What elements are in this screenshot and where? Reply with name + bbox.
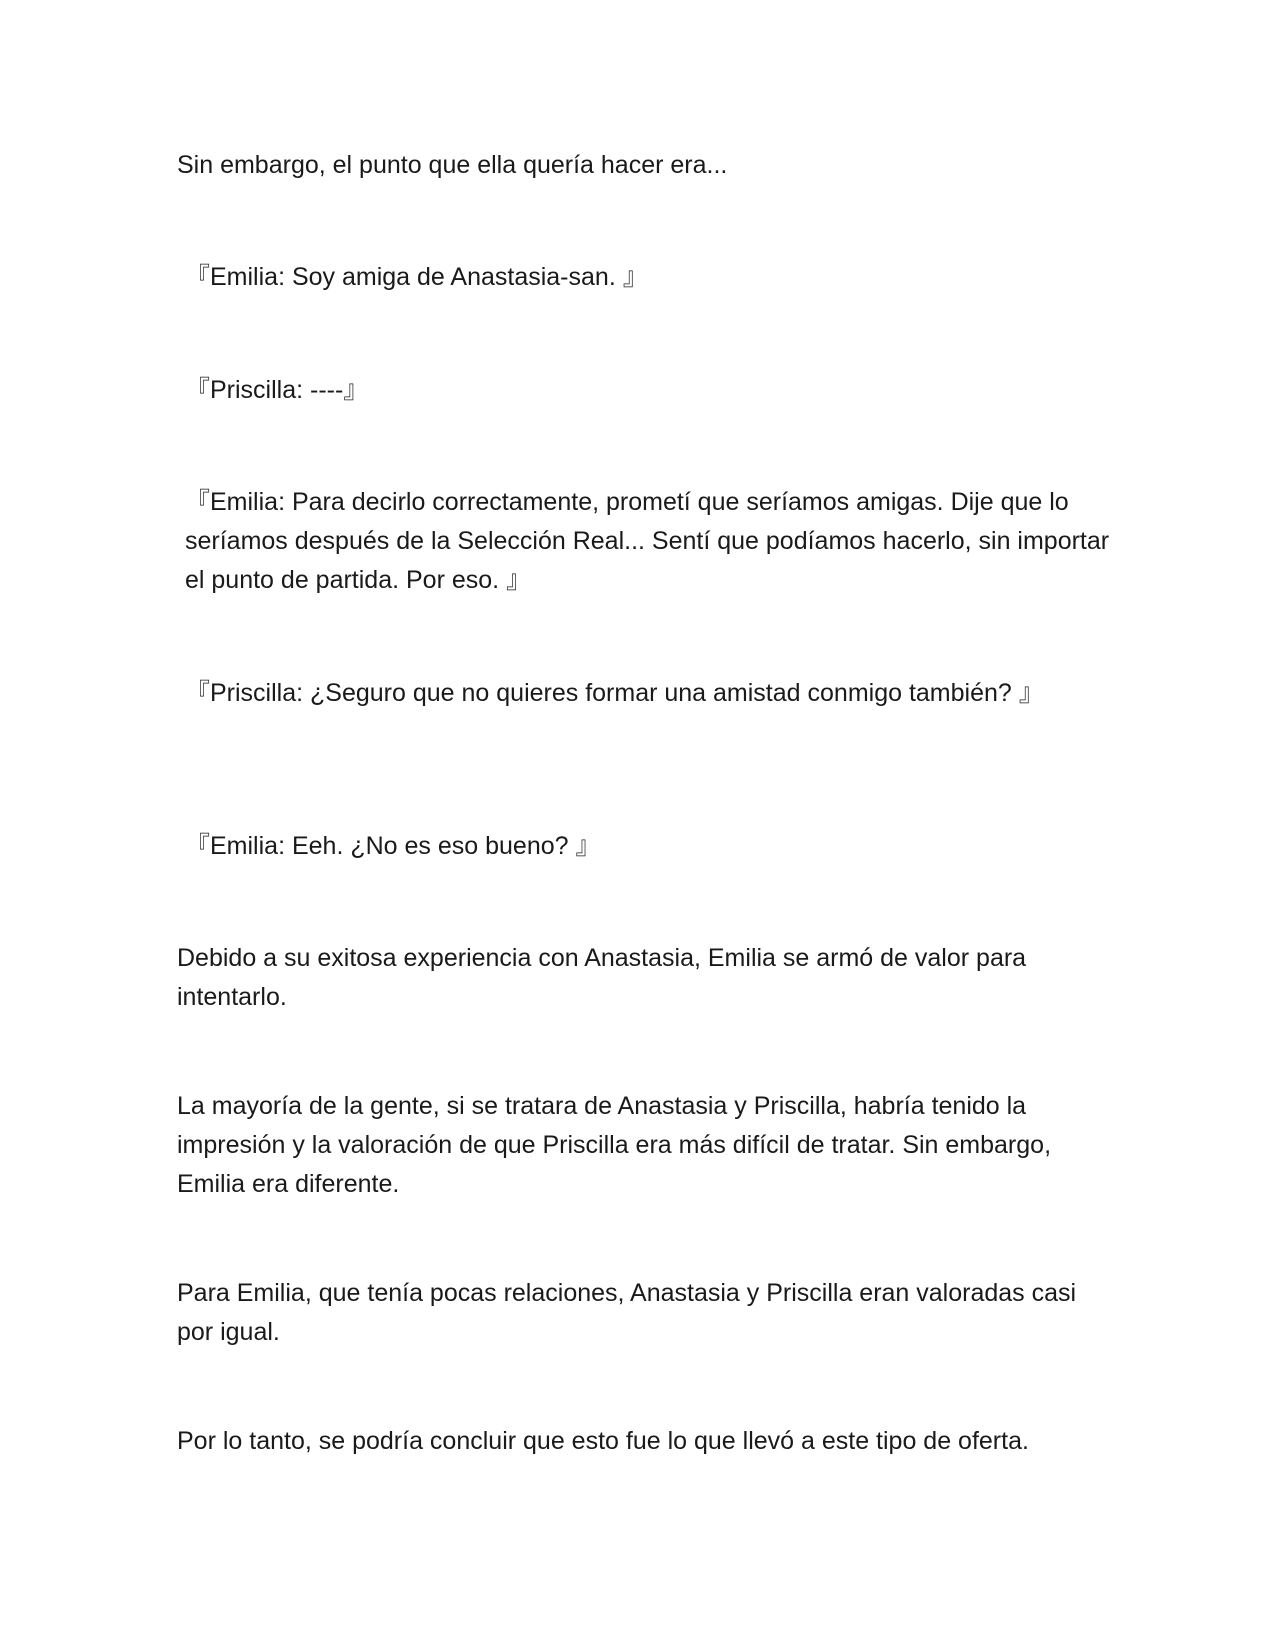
dialogue-priscilla: 『Priscilla: ----』: [185, 376, 369, 404]
narration-paragraph: Para Emilia, que tenía pocas relaciones, Anastasia y Priscilla eran valoradas casi por igual.: [177, 1279, 1077, 1346]
dialogue-emilia: 『Emilia: Soy amiga de Anastasia-san. 』: [185, 263, 648, 291]
dialogue-emilia: 『Emilia: Eeh. ¿No es eso bueno? 』: [185, 832, 601, 860]
dialogue-priscilla: 『Priscilla: ¿Seguro que no quieres formar una amistad conmigo también? 』: [185, 679, 1044, 707]
narration-paragraph: Por lo tanto, se podría concluir que esto fue lo que llevó a este tipo de oferta.: [177, 1427, 1029, 1455]
dialogue-emilia: 『Emilia: Para decirlo correctamente, prometí que seríamos amigas. Dije que lo seríamos después de la Selección Real... Sentí que podíamos hacerlo, sin importar el punto de partida. Por eso. 』: [185, 488, 1110, 594]
narration-paragraph: Sin embargo, el punto que ella quería hacer era...: [177, 151, 728, 179]
narration-paragraph: La mayoría de la gente, si se tratara de Anastasia y Priscilla, habría tenido la impresión y la valoración de que Priscilla era más difícil de tratar. Sin embargo, Emilia era diferente.: [177, 1092, 1052, 1198]
narration-paragraph: Debido a su exitosa experiencia con Anastasia, Emilia se armó de valor para intentarlo.: [177, 944, 1027, 1011]
